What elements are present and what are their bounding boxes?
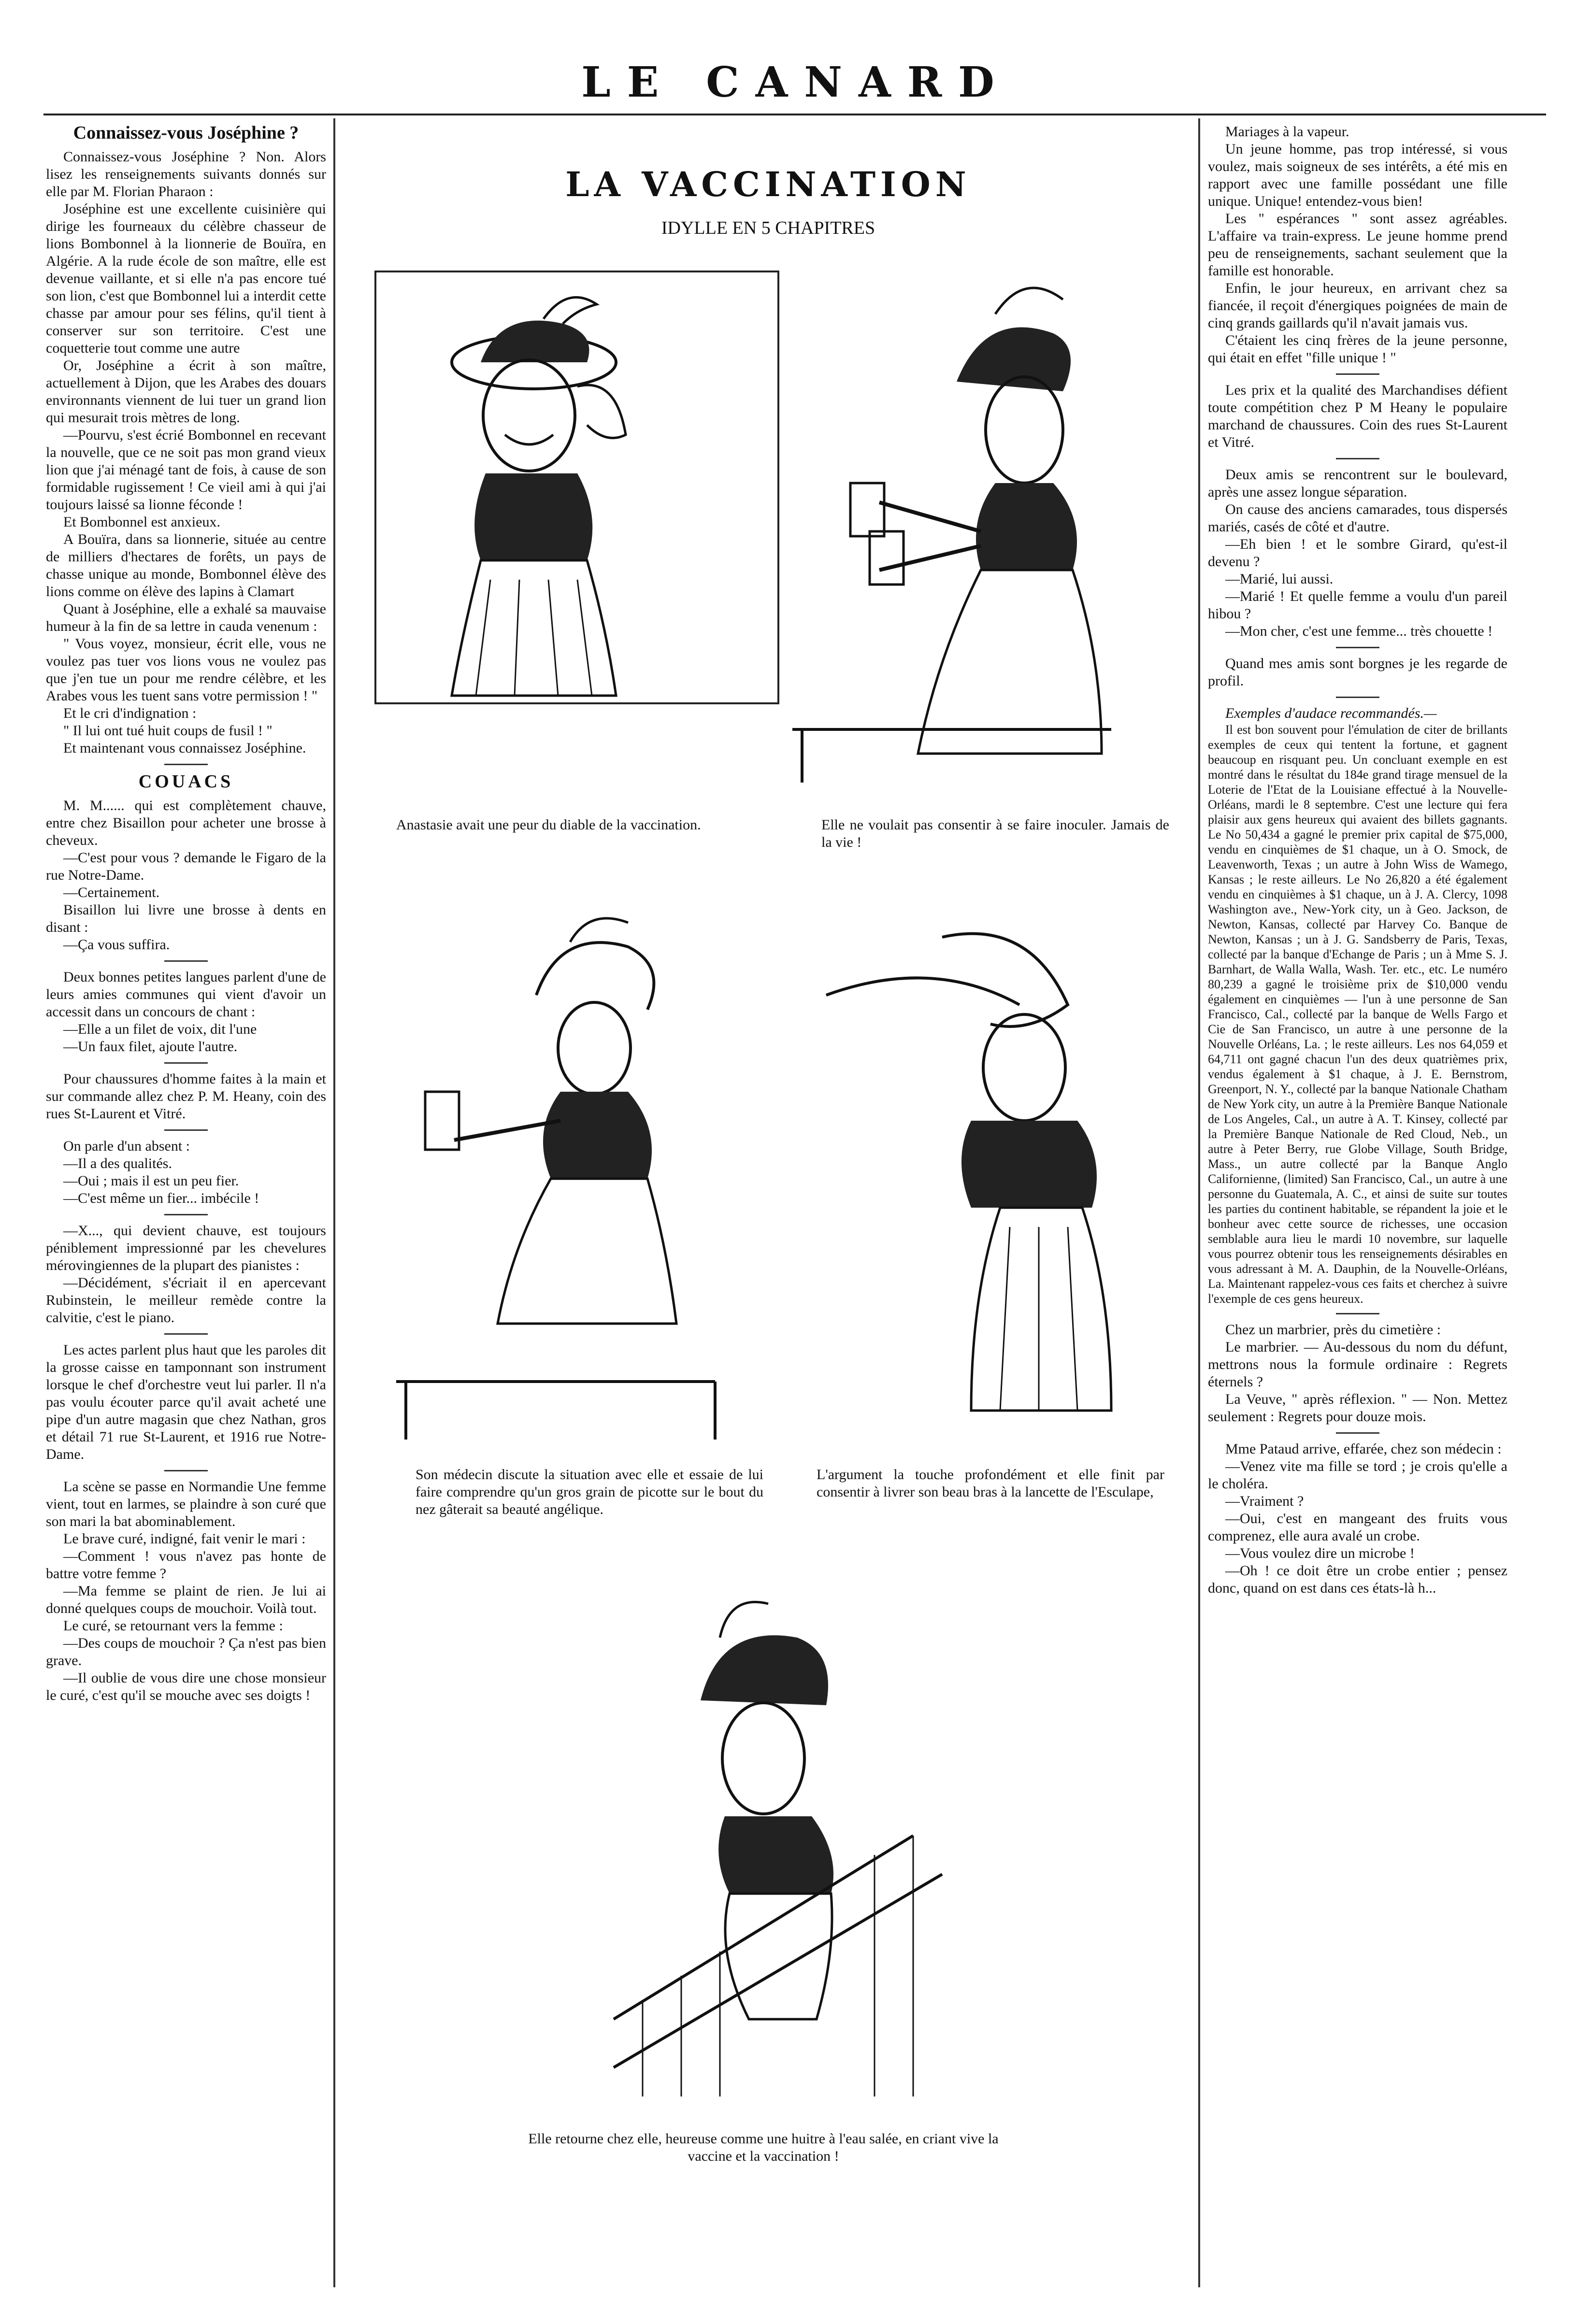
paragraph: On parle d'un absent :: [63, 1138, 190, 1154]
paragraph: —C'est pour vous ? demande le Figaro de la rue Notre-Dame.: [46, 850, 326, 883]
article-title-josephine: Connaissez-vous Joséphine ?: [73, 123, 299, 143]
separator: [164, 1470, 208, 1471]
separator: [164, 764, 208, 765]
paragraph: Et maintenant vous connaissez Joséphine.: [63, 740, 306, 756]
paragraph: La scène se passe en Normandie Une femme vient, tout en larmes, se plaindre à son curé que son mari la bat abominablement.: [46, 1479, 326, 1529]
paragraph: —Eh bien ! et le sombre Girard, qu'est-il devenu ?: [1208, 536, 1507, 570]
paragraph: C'étaient les cinq frères de la jeune personne, qui était en effet "fille unique ! ": [1208, 332, 1507, 366]
illustration-woman-returning-home: [604, 1584, 981, 2106]
separator: [1336, 458, 1379, 459]
separator: [1336, 373, 1379, 375]
paragraph: Les actes parlent plus haut que les paroles dit la grosse caisse en tamponnant son instrument lorsque le chef d'orchestre veut lui parler. Il n'a pas voulu écouter parce qu'il avait acheté une pipe d'un autre magasin que chez Nathan, gros et détail 71 rue St-Laurent, et 1916 rue Notre-Dame.: [46, 1342, 326, 1462]
paragraph: —X..., qui devient chauve, est toujours péniblement impressionné par les chevelures mérovingiennes de la plupart des pianistes :: [46, 1223, 326, 1273]
paragraph: Deux amis se rencontrent sur le boulevard, après une assez longue séparation.: [1208, 467, 1507, 500]
paragraph: Chez un marbrier, près du cimetière :: [1225, 1322, 1441, 1338]
paragraph: Le curé, se retournant vers la femme :: [63, 1618, 283, 1634]
separator: [164, 1129, 208, 1131]
feature-title: LA VACCINATION: [565, 164, 971, 204]
separator: [1336, 697, 1379, 698]
paragraph: On cause des anciens camarades, tous dispersés mariés, casés de côté et d'autre.: [1208, 501, 1507, 535]
paragraph: —Oui, c'est en mangeant des fruits vous comprenez, elle aura avalé un crobe.: [1208, 1511, 1507, 1544]
caption-3: Son médecin discute la situation avec elle et essaie de lui faire comprendre qu'un gros grain de picotte sur le bout du nez gâterait sa beauté angélique.: [416, 1467, 763, 1517]
paragraph: —Ça vous suffira.: [63, 937, 170, 953]
paragraph: —Il a des qualités.: [63, 1155, 172, 1171]
paragraph: —Pourvu, s'est écrié Bombonnel en recevant la nouvelle, que ce ne soit pas mon grand vieux lion que j'ai ménagé tant de fois, à cause de son formidable rugissement ! Ce vieil ami à qui j'ai toujours laissé sa lionne féconde !: [46, 427, 326, 513]
masthead: LE CANARD: [581, 58, 1011, 107]
paragraph: Et le cri d'indignation :: [63, 705, 197, 721]
paragraph: —Oh ! ce doit être un crobe entier ; pensez donc, quand on est dans ces états-là h...: [1208, 1563, 1507, 1596]
paragraph: Les " espérances " sont assez agréables. L'affaire va train-express. Le jeune homme prend peu de renseignements, sachant seulement que la famille est honorable.: [1208, 211, 1507, 279]
paragraph: Or, Joséphine a écrit à son maître, actuellement à Dijon, que les Arabes des douars environnants viennent de lui tuer un grand lion qui mesurait trois mètres de long.: [46, 357, 326, 426]
paragraph: —Certainement.: [63, 884, 160, 900]
paragraph: —Décidément, s'écriait il en apercevant Rubinstein, le meilleur remède contre la calvitie, c'est le piano.: [46, 1275, 326, 1326]
paragraph: —Vous voulez dire un microbe !: [1225, 1545, 1415, 1561]
caption-1: Anastasie avait une peur du diable de la vaccination.: [396, 817, 701, 833]
separator: [1336, 1313, 1379, 1314]
paragraph-heading: Exemples d'audace recommandés.—: [1225, 705, 1437, 721]
paragraph: Connaissez-vous Joséphine ? Non. Alors lisez les renseignements suivants donnés sur elle par M. Florian Pharaon :: [46, 149, 326, 200]
paragraph: —Un faux filet, ajoute l'autre.: [63, 1039, 238, 1055]
paragraph: Quant à Joséphine, elle a exhalé sa mauvaise humeur à la fin de sa lettre in cauda venenum :: [46, 601, 326, 634]
paragraph: Joséphine est une excellente cuisinière qui dirige les fourneaux du célèbre chasseur de lions Bombonnel à la lionnerie de Bouïra, en Algérie. A la rude école de son maître, elle est devenue vaillante, et si elle n'a pas encore tué son lion, c'est que Bombonnel lui a interdit cette chasse par amour pour ses félins, qu'il tient à conserver sur son territoire. C'est une coquetterie tout comme une autre: [46, 201, 326, 356]
paragraph: M. M...... qui est complètement chauve, entre chez Bisaillon pour acheter une brosse à cheveux.: [46, 798, 326, 848]
paragraph: Un jeune homme, pas trop intéressé, si vous voulez, mais soigneux de ses intérêts, a été mis en rapport avec une famille possédant une fille unique. Unique! entendez-vous bien!: [1208, 141, 1507, 209]
paragraph: A Bouïra, dans sa lionnerie, située au centre de milliers d'hectares de forêts, un pays de chasse unique au monde, Bombonnel élève des lions comme on élève des lapins à Clamart: [46, 531, 326, 599]
paragraph: —C'est même un fier... imbécile !: [63, 1190, 259, 1206]
paragraph: Bisaillon lui livre une brosse à dents en disant :: [46, 902, 326, 935]
illustration-woman-doctor-discussion: [377, 908, 783, 1440]
section-title-couacs: COUACS: [138, 771, 234, 792]
caption-4: L'argument la touche profondément et elle finit par consentir à livrer son beau bras à la lancette de l'Esculape,: [817, 1467, 1164, 1500]
caption-5: Elle retourne chez elle, heureuse comme une huitre à l'eau salée, en criant vive la vaccine et la vaccination !: [528, 2131, 999, 2164]
right-column: [1208, 123, 1507, 1597]
paragraph: Deux bonnes petites langues parlent d'une de leurs amies communes qui vient d'avoir un accessit dans un concours de chant :: [46, 969, 326, 1020]
separator: [164, 1062, 208, 1064]
paragraph: Quand mes amis sont borgnes je les regarde de profil.: [1208, 656, 1507, 689]
separator: [164, 960, 208, 962]
paragraph: Le brave curé, indigné, fait venir le mari :: [63, 1531, 306, 1547]
paragraph: —Ma femme se plaint de rien. Je lui ai donné quelques coups de mouchoir. Voilà tout.: [46, 1583, 326, 1616]
paragraph: —Des coups de mouchoir ? Ça n'est pas bien grave.: [46, 1635, 326, 1668]
paragraph: Mme Pataud arrive, effarée, chez son médecin :: [1225, 1441, 1502, 1457]
paragraph: La Veuve, " après réflexion. " — Non. Mettez seulement : Regrets pour douze mois.: [1208, 1391, 1507, 1425]
paragraph: —Marié, lui aussi.: [1225, 571, 1334, 587]
paragraph: —Oui ; mais il est un peu fier.: [63, 1173, 239, 1189]
illustration-woman-scared: [423, 290, 693, 700]
separator: [164, 1214, 208, 1215]
paragraph: Pour chaussures d'homme faites à la main et sur commande allez chez P. M. Heany, coin des rues St-Laurent et Vitré.: [46, 1071, 326, 1122]
paragraph: —Comment ! vous n'avez pas honte de battre votre femme ?: [46, 1548, 326, 1582]
paragraph: " Il lui ont tué huit coups de fusil ! ": [63, 723, 273, 739]
column-rule-right: [1198, 118, 1200, 2287]
left-column: [46, 123, 326, 1704]
caption-2: Elle ne voulait pas consentir à se faire inoculer. Jamais de la vie !: [821, 817, 1169, 850]
paragraph: Les prix et la qualité des Marchandises défient toute compétition chez P M Heany le populaire marchand de chaussures. Coin des rues St-Laurent et Vitré.: [1208, 382, 1507, 450]
masthead-rule: [43, 114, 1546, 115]
separator: [1336, 1432, 1379, 1434]
paragraph: —Mon cher, c'est une femme... très chouette !: [1225, 623, 1493, 639]
paragraph: —Vraiment ?: [1225, 1493, 1304, 1509]
illustration-woman-refusing: [754, 271, 1121, 783]
paragraph: Enfin, le jour heureux, en arrivant chez sa fiancée, il reçoit d'énergiques poignées de main de cinq grands gaillards qu'il n'avait jamais vus.: [1208, 280, 1507, 331]
illustration-woman-consenting: [797, 908, 1164, 1440]
column-rule-left: [333, 118, 335, 2287]
paragraph: Il est bon souvent pour l'émulation de citer de brillants exemples de ceux qui tentent la fortune, et gagnent beaucoup en risquant peu. Un concluant exemple en est montré dans le résultat du 184e grand tirage mensuel de la Loterie de l'Etat de la Louisiane effectué à la Nouvelle-Orléans, mardi le 8 septembre. C'est une lecture qui fera plaisir aux gens heureux qui avaient des billets gagnants. Le No 50,434 a gagné le premier prix capital de $75,000, vendu en cinquièmes de $1 chaque, un à O. Smock, de Leavenworth, Texas ; un autre à John Wiss de Wamego, Kansas ; le reste ailleurs. Le No 26,820 a été également vendu en cinquièmes à $1 chaque, un à J. A. Clercy, 1098 Washington ave., New-York city, un à Geo. Jackson, de Newton, Kansas, collecté par Harvey Co. Banque de Newton, Kansas ; un à J. G. Sandsberry de Paris, Texas, collecté par la banque d'Echange de Paris ; un à Mme S. J. Barnhart, de Walla Walla, Wash. Ter. etc., etc. Le numéro 80,239 a gagné le troisième prix de $10,000 vendu également en cinquièmes — l'un à une personne de San Francisco, Cal., collecté par la banque de Wells Fargo et Cie de San Francisco, un autre à une personne de la Nouvelle Orléans, La. ; le reste ailleurs. Les nos 64,059 et 64,711 ont gagné chacun l'un des deux quatrièmes prix, vendus également à $1 chaque, à J. E. Bernstrom, Greenport, N. Y., collecté par la banque Nationale Chatham de New York city, un autre à la Première Banque Nationale de Los Angeles, Cal., un autre à A. T. Kinsey, collecté par la Première Banque Nationale de Red Cloud, Neb., un autre à Peter Berry, rue Globe Village, South Bridge, Mass., un autre collecté par la Banque Anglo Californienne, (limited) San Francisco, Cal., un autre à une personne du Guatemala, A. C., et ainsi de suite sur toutes les parties du continent habitable, se répandent la joie et le bonheur avec cette source de richesses, une occasion semblable aura lieu le mardi 10 novembre, sur laquelle vous pourrez obtenir tous les renseignements désirables en vous adressant à M. A. Dauphin, de la Nouvelle-Orléans, La. Maintenant rappelez-vous ces faits et cherchez à suivre l'exemple de ces gens heureux.: [1208, 723, 1507, 1306]
paragraph: Le marbrier. — Au-dessous du nom du défunt, mettrons nous la formule ordinaire : Regrets éternels ?: [1208, 1339, 1507, 1390]
paragraph: —Marié ! Et quelle femme a voulu d'un pareil hibou ?: [1208, 588, 1507, 622]
paragraph: Et Bombonnel est anxieux.: [63, 514, 220, 530]
paragraph: Mariages à la vapeur.: [1225, 124, 1349, 140]
separator: [164, 1333, 208, 1335]
paragraph: —Elle a un filet de voix, dit l'une: [63, 1021, 257, 1037]
paragraph: —Venez vite ma fille se tord ; je crois qu'elle a le choléra.: [1208, 1458, 1507, 1492]
paragraph: —Il oublie de vous dire une chose monsieur le curé, c'est qu'il se mouche avec ses doigts !: [46, 1670, 326, 1703]
separator: [1336, 647, 1379, 648]
feature-subtitle: IDYLLE EN 5 CHAPITRES: [661, 218, 875, 238]
paragraph: " Vous voyez, monsieur, écrit elle, vous ne voulez pas tuer vos lions vous ne voulez pas que j'en tue un pour me rendre célèbre, et les Arabes vous les tuent sans votre permission ! ": [46, 636, 326, 704]
